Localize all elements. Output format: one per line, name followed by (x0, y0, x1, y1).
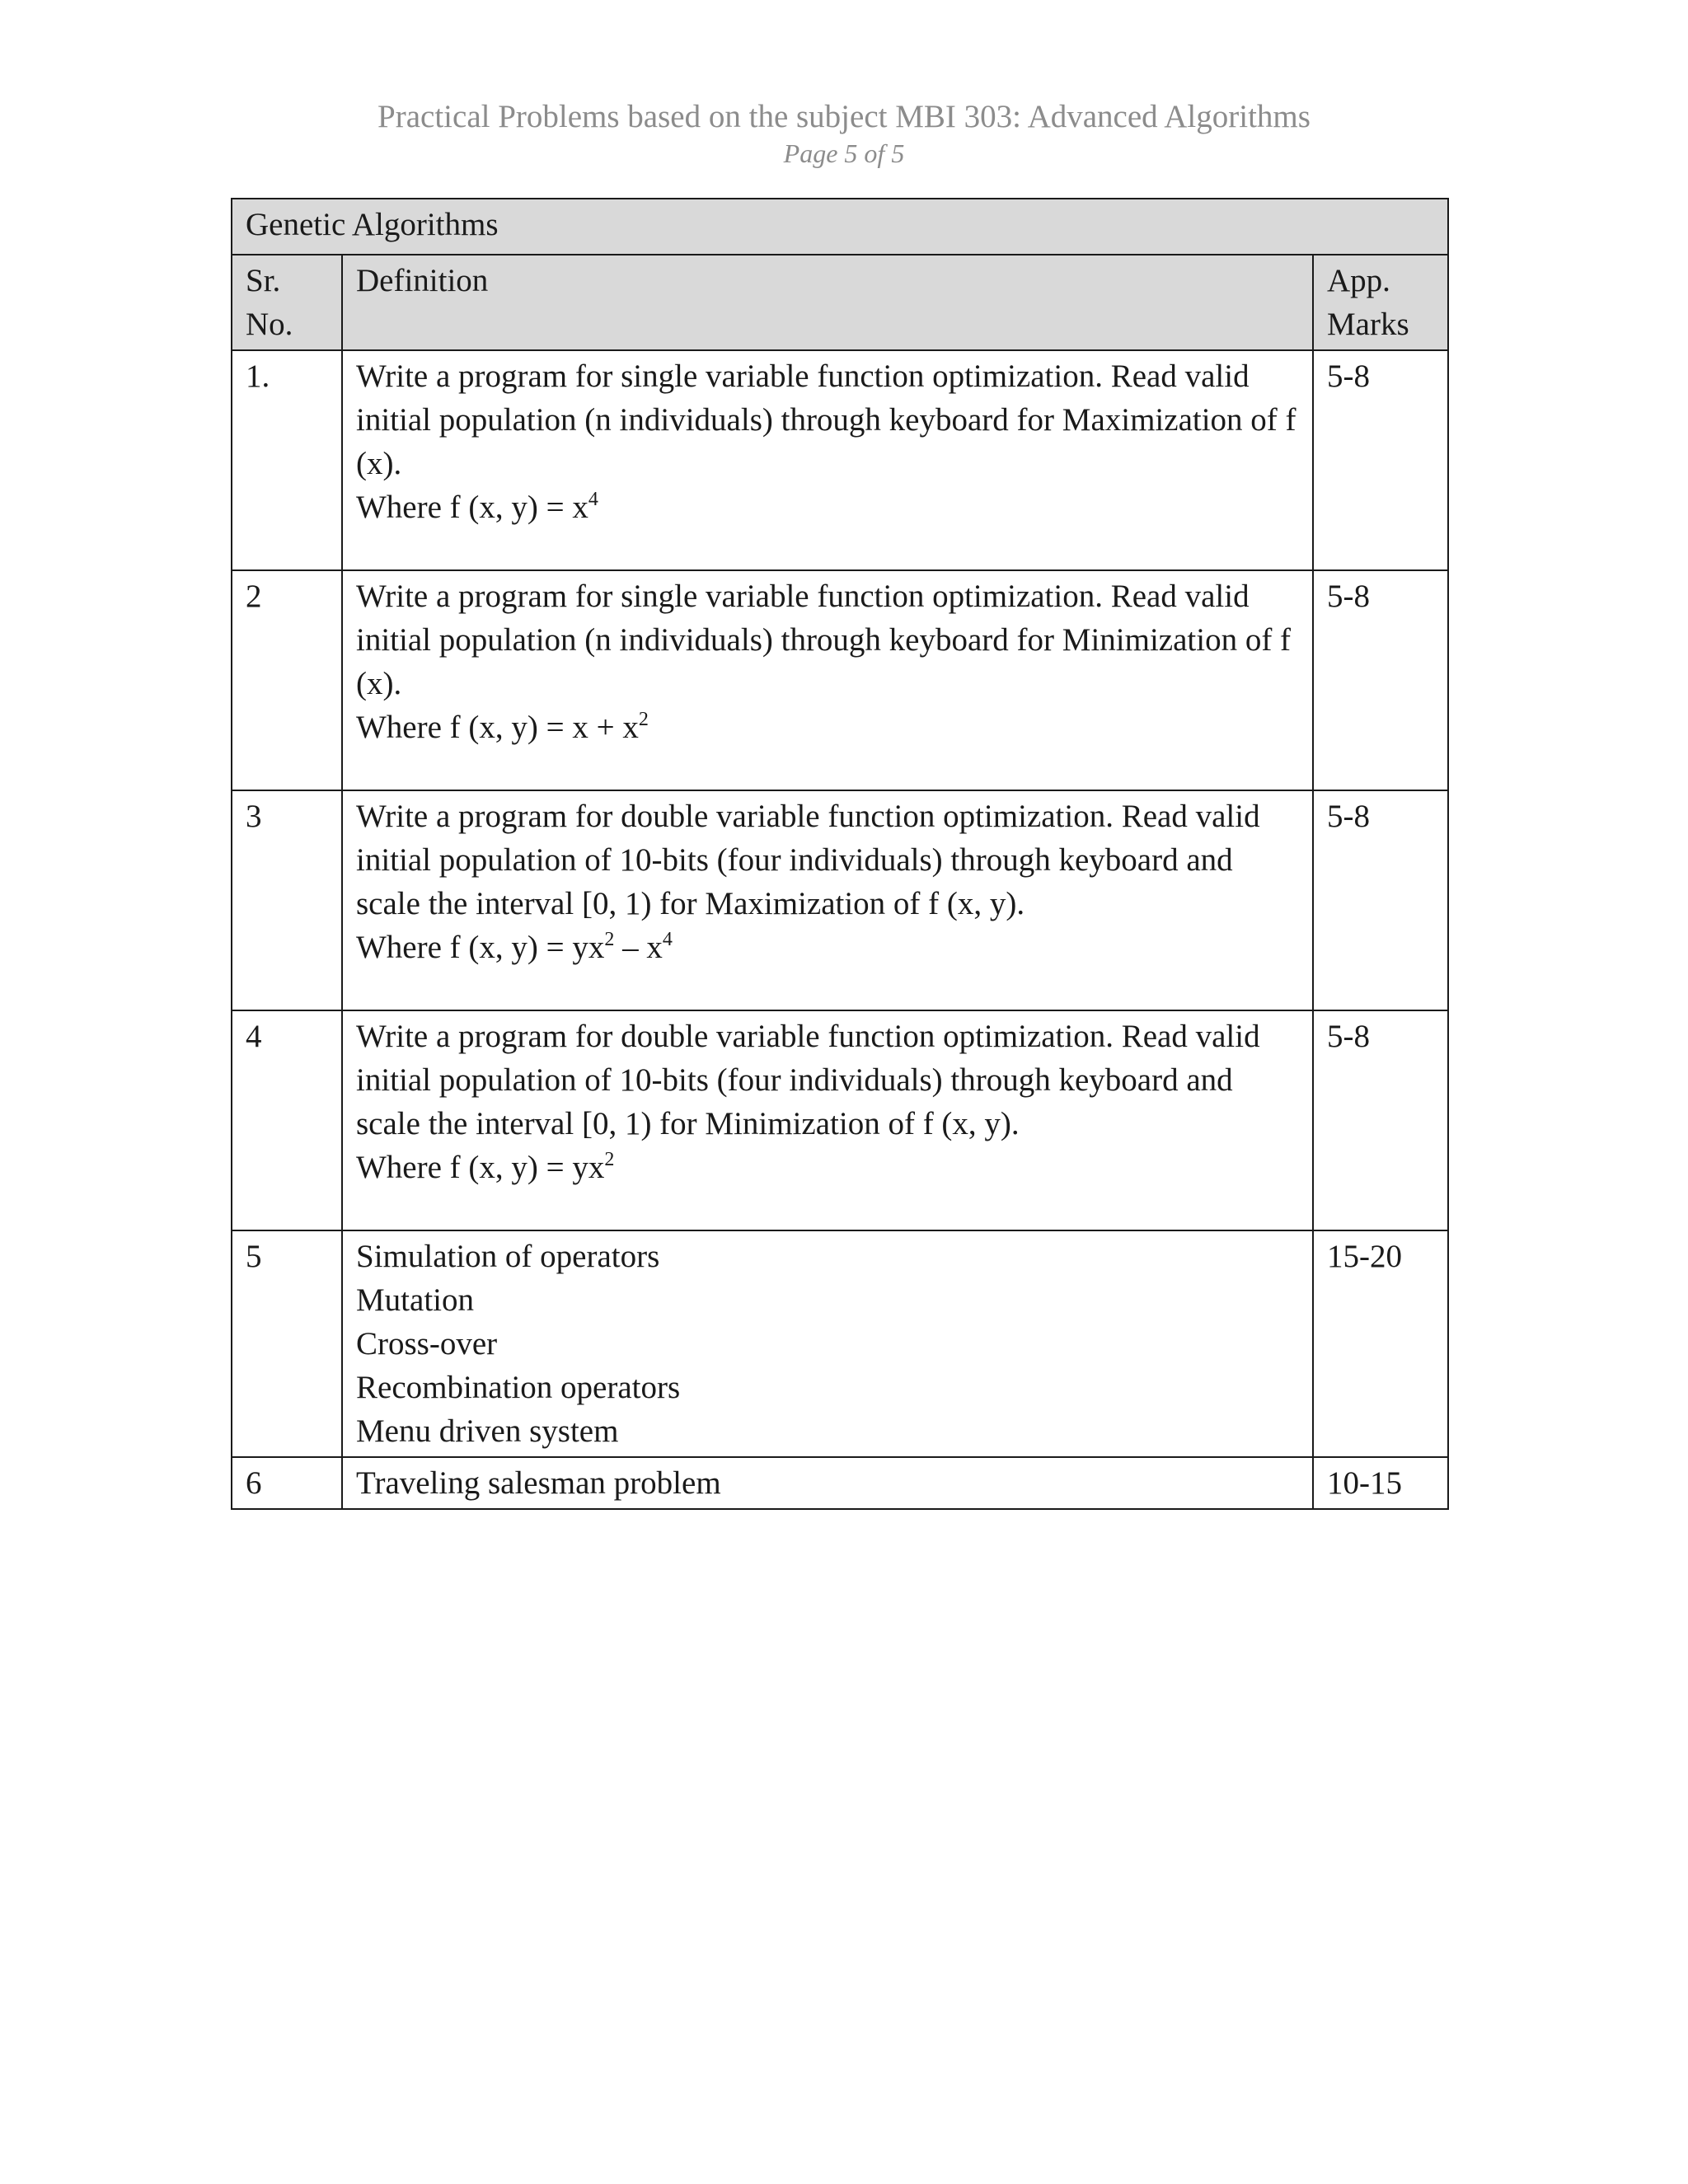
document-title: Practical Problems based on the subject MBI 303: Advanced Algorithms (377, 99, 1311, 134)
row-sr: 4 (232, 1010, 342, 1230)
section-header-row (232, 199, 1448, 255)
row-marks: 5-8 (1313, 1010, 1448, 1230)
row-marks: 5-8 (1313, 350, 1448, 570)
formula-exponent: 2 (638, 709, 649, 730)
formula-text: Where f (x, y) = x (356, 490, 588, 525)
row-sr: 1. (232, 350, 342, 570)
column-header-definition: Definition (342, 255, 1313, 350)
row-definition (342, 570, 1313, 790)
column-header-marks: App. Marks (1313, 255, 1448, 350)
row-marks: 5-8 (1313, 790, 1448, 1010)
row-sr: 3 (232, 790, 342, 1010)
definition-line: Cross-over (356, 1326, 498, 1361)
row-marks: 10-15 (1313, 1457, 1448, 1509)
page-header (0, 97, 1688, 170)
section-title: Genetic Algorithms (232, 199, 1448, 255)
formula (356, 485, 1299, 529)
formula-exponent: 4 (588, 489, 598, 510)
formula (356, 926, 1299, 969)
formula-exponent: 2 (604, 929, 615, 950)
formula-exponent-2: 4 (662, 929, 673, 950)
row-definition (342, 350, 1313, 570)
formula-text: Where f (x, y) = x + x (356, 710, 639, 745)
page-number: Page 5 of 5 (783, 138, 905, 168)
definition-line: Simulation of operators (356, 1239, 660, 1274)
table-row (232, 350, 1448, 570)
row-sr: 6 (232, 1457, 342, 1509)
table-row (232, 1010, 1448, 1230)
formula (356, 705, 1299, 749)
definition-line: Menu driven system (356, 1413, 619, 1449)
row-definition (342, 1010, 1313, 1230)
row-definition (342, 790, 1313, 1010)
formula-exponent: 2 (604, 1149, 615, 1170)
row-marks: 15-20 (1313, 1230, 1448, 1457)
row-definition: Traveling salesman problem (342, 1457, 1313, 1509)
formula-text-mid: – x (614, 930, 663, 965)
table-row (232, 1457, 1448, 1509)
formula-text: Where f (x, y) = yx (356, 930, 605, 965)
row-sr: 5 (232, 1230, 342, 1457)
column-header-sr: Sr. No. (232, 255, 342, 350)
definition-text: Write a program for single variable function optimization. Read valid initial population (n individuals) through keyboard for Maximization of f (x). (356, 359, 1296, 481)
problems-table (231, 198, 1449, 1510)
table-row (232, 1230, 1448, 1457)
definition-line: Recombination operators (356, 1370, 681, 1405)
row-marks: 5-8 (1313, 570, 1448, 790)
definition-text: Write a program for double variable function optimization. Read valid initial population of 10-bits (four individuals) through keyboard and scale the interval [0, 1) for Maximization of f (x, y). (356, 799, 1260, 921)
column-header-row (232, 255, 1448, 350)
table-row (232, 570, 1448, 790)
definition-text: Write a program for double variable function optimization. Read valid initial population of 10-bits (four individuals) through keyboard and scale the interval [0, 1) for Minimization of f (x, y). (356, 1019, 1260, 1141)
table-row (232, 790, 1448, 1010)
formula (356, 1146, 1299, 1189)
definition-line: Mutation (356, 1282, 474, 1318)
formula-text: Where f (x, y) = yx (356, 1150, 605, 1185)
row-sr: 2 (232, 570, 342, 790)
definition-text: Write a program for single variable function optimization. Read valid initial population (n individuals) through keyboard for Minimization of f (x). (356, 579, 1292, 701)
row-definition (342, 1230, 1313, 1457)
